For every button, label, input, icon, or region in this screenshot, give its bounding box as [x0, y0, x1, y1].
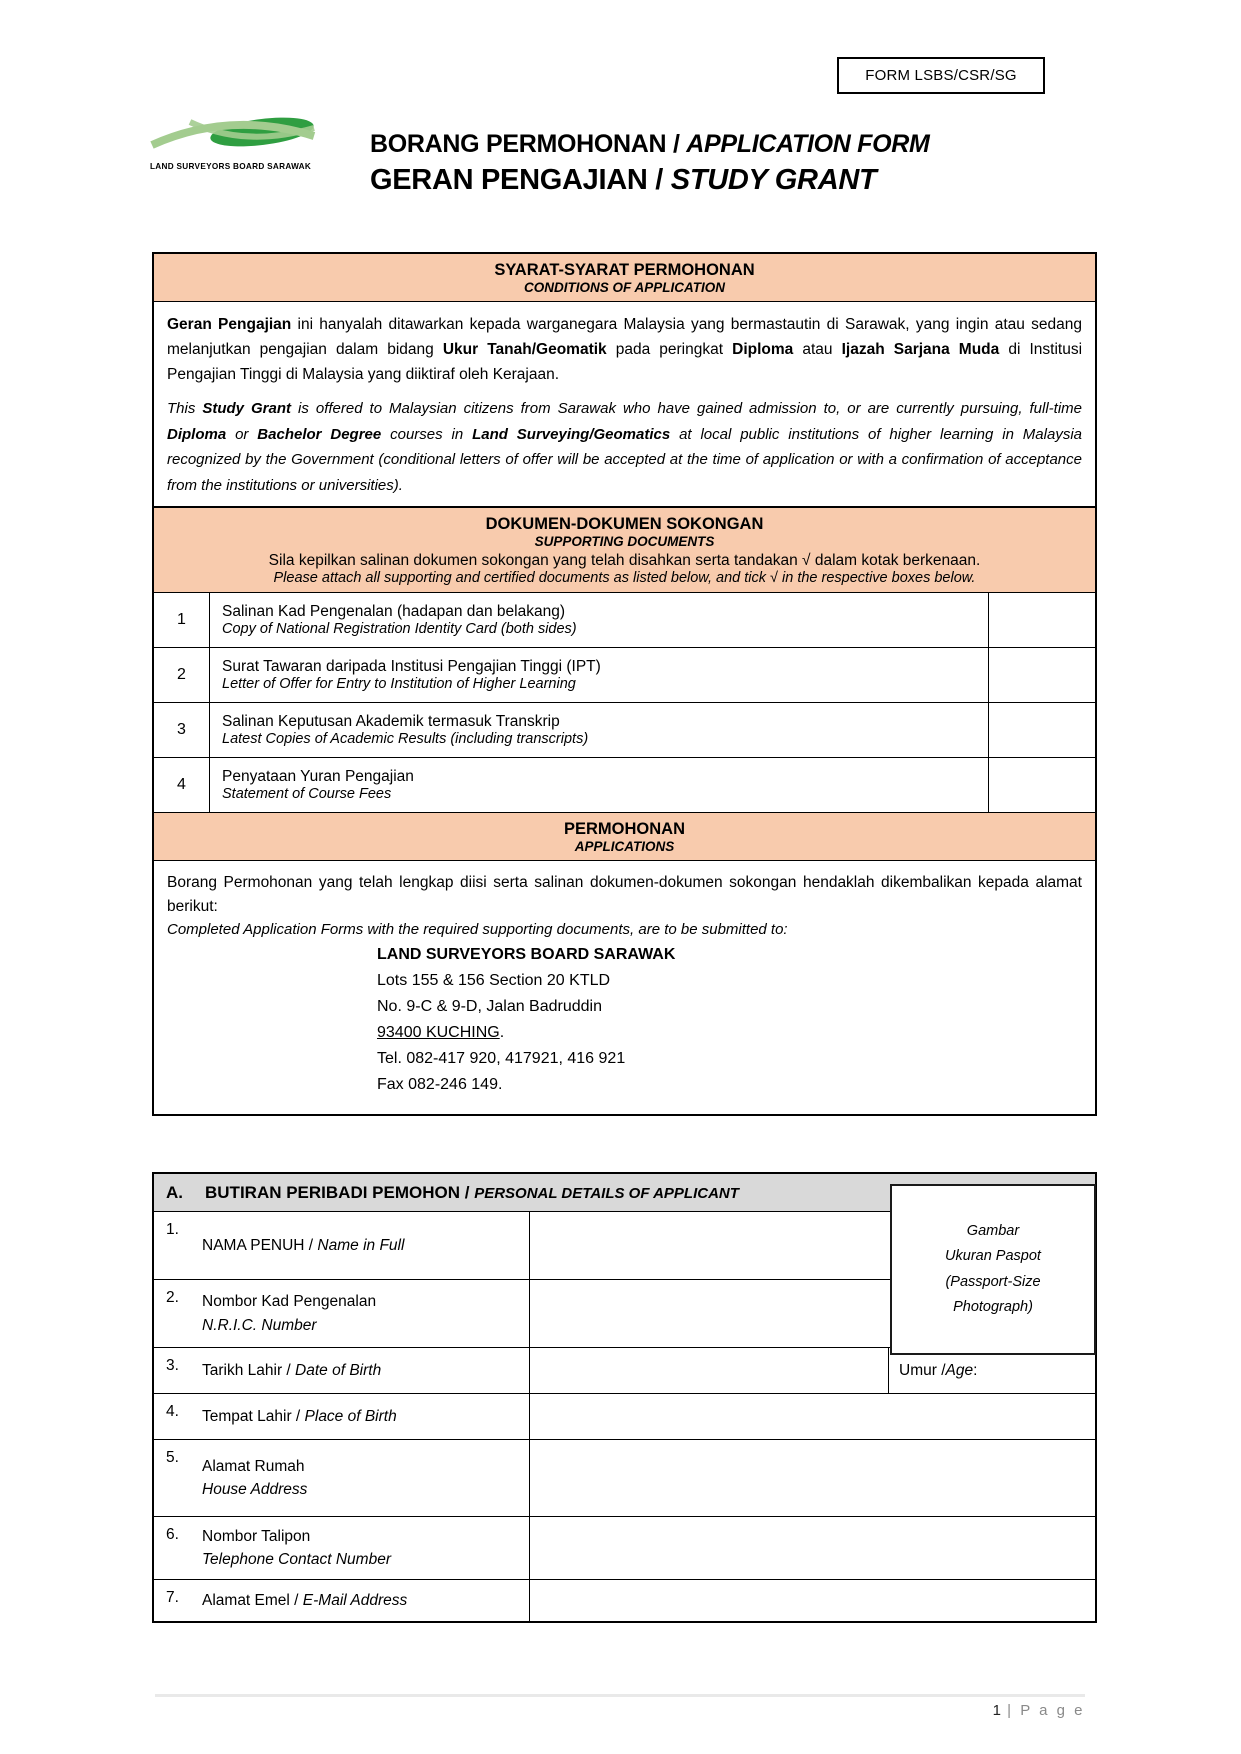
document-row-1-my: Salinan Kad Pengenalan (hadapan dan belakang): [222, 603, 566, 621]
field-input-house-address[interactable]: [530, 1440, 1095, 1516]
field-label-text: Nombor Talipon Telephone Contact Number: [202, 1527, 391, 1568]
field-number: 6.: [166, 1526, 179, 1543]
conditions-header-my: SYARAT-SYARAT PERMOHONAN: [494, 261, 755, 279]
supporting-header-my: DOKUMEN-DOKUMEN SOKONGAN: [485, 515, 764, 534]
field-label-text: NAMA PENUH / Name in Full: [202, 1236, 405, 1254]
photo-box-line-2: Ukuran Paspot: [945, 1248, 1041, 1265]
field-label-text: Tarikh Lahir / Date of Birth: [202, 1361, 382, 1379]
document-row-4-number: 4: [154, 758, 210, 812]
field-row-email: [154, 1580, 1095, 1621]
footer: [155, 1702, 1085, 1719]
title-separator: /: [666, 130, 687, 158]
photo-box-line-3: (Passport-Size: [945, 1273, 1041, 1290]
passport-photo-box: [890, 1184, 1096, 1355]
tick-box-1[interactable]: [988, 593, 1095, 647]
conditions-header-en: CONDITIONS OF APPLICATION: [524, 280, 725, 295]
address-city: [377, 1020, 1082, 1046]
title-line1: [370, 130, 1070, 159]
document-row-4-en: Statement of Course Fees: [222, 786, 392, 803]
applications-header-my: PERMOHONAN: [563, 820, 685, 839]
document-row-2: [154, 648, 1095, 703]
field-input-pob[interactable]: [530, 1394, 1095, 1439]
supporting-note-my: Sila kepilkan salinan dokumen sokongan yang telah disahkan serta tandakan √ dalam kotak berkenaan.: [268, 552, 981, 570]
title-line2-my: GERAN PENGAJIAN: [370, 164, 648, 196]
title-line2-en: STUDY GRANT: [670, 164, 877, 196]
main-info-table: [152, 252, 1097, 1116]
document-row-1: [154, 593, 1095, 648]
applications-body: [154, 861, 1095, 1113]
document-row-4: [154, 758, 1095, 813]
document-row-2-text: [210, 648, 988, 702]
address-name: LAND SURVEYORS BOARD SARAWAK: [377, 946, 676, 964]
document-row-3-text: [210, 703, 988, 757]
section-a-table: [152, 1172, 1097, 1623]
address-line1: Lots 155 & 156 Section 20 KTLD: [377, 972, 611, 990]
title-line2: [370, 164, 1070, 197]
field-label-email: [154, 1580, 530, 1621]
document-row-3-en: Latest Copies of Academic Results (including transcripts): [222, 731, 589, 748]
address-city-suffix: .: [499, 1024, 505, 1042]
submission-address: [377, 942, 1082, 1097]
tick-box-3[interactable]: [988, 703, 1095, 757]
document-row-2-my: Surat Tawaran daripada Institusi Pengajian Tinggi (IPT): [222, 658, 601, 676]
field-label-age[interactable]: Umur / Age :: [888, 1348, 1095, 1393]
logo-caption: LAND SURVEYORS BOARD SARAWAK: [150, 162, 312, 171]
field-input-email[interactable]: [530, 1580, 1095, 1621]
tick-box-2[interactable]: [988, 648, 1095, 702]
conditions-header: [154, 254, 1095, 302]
supporting-note-en: Please attach all supporting and certified documents as listed below, and tick √ in the respective boxes below.: [273, 570, 976, 587]
field-number: 1.: [166, 1221, 179, 1238]
applications-paragraph-en: Completed Application Forms with the required supporting documents, are to be submitted to:: [167, 921, 788, 939]
conditions-paragraph-en: This Study Grant is offered to Malaysian citizens from Sarawak who have gained admission to, or are currently pursuing, full-time Diploma or Bachelor Degree courses in Land Surveying/Geomatics at local public institutions of higher learning in Malaysia recognized by the Government (conditional letters of offer will be accepted at the time of application or with a confirmation of acceptance from the institutions or universities).: [167, 400, 1082, 494]
section-a-separator: /: [460, 1183, 475, 1202]
field-number: 2.: [166, 1289, 179, 1306]
field-input-dob[interactable]: [530, 1348, 888, 1393]
document-row-3-my: Salinan Keputusan Akademik termasuk Transkrip: [222, 713, 560, 731]
section-a-title-en: PERSONAL DETAILS OF APPLICANT: [474, 1185, 739, 1202]
field-number: 7.: [166, 1589, 179, 1606]
applications-header-en: APPLICATIONS: [574, 839, 675, 855]
field-input-telephone[interactable]: [530, 1517, 1095, 1579]
supporting-header-en: SUPPORTING DOCUMENTS: [534, 534, 715, 550]
photo-box-line-4: Photograph): [953, 1298, 1033, 1315]
tick-box-4[interactable]: [988, 758, 1095, 812]
document-row-1-text: [210, 593, 988, 647]
field-label-house-address: [154, 1440, 530, 1516]
section-a-label: A.: [166, 1183, 183, 1202]
field-label-nric: [154, 1280, 530, 1347]
applications-paragraph-my: Borang Permohonan yang telah lengkap diisi serta salinan dokumen-dokumen sokongan hendaklah dikembalikan kepada alamat berikut:: [167, 874, 1082, 916]
document-row-3-number: 3: [154, 703, 210, 757]
field-label-text: Tempat Lahir / Place of Birth: [202, 1407, 397, 1425]
supporting-header: [154, 507, 1095, 593]
field-label-text: Alamat Rumah House Address: [202, 1457, 308, 1498]
field-label-text: Alamat Emel / E-Mail Address: [202, 1591, 408, 1609]
title-separator-2: /: [647, 164, 671, 196]
field-number: 5.: [166, 1449, 179, 1466]
lsbs-logo: [150, 112, 318, 171]
conditions-paragraph-my: Geran Pengajian ini hanyalah ditawarkan kepada warganegara Malaysia yang bermastautin di Sarawak, yang ingin atau sedang melanjutkan pengajian dalam bidang Ukur Tanah/Geomatik pada peringkat Diploma atau Ijazah Sarjana Muda di Institusi Pengajian Tinggi di Malaysia yang diiktiraf oleh Kerajaan.: [167, 316, 1083, 384]
field-label-name: [154, 1212, 530, 1279]
form-code-box: [837, 57, 1045, 94]
field-label-dob: [154, 1348, 530, 1393]
field-label-pob: [154, 1394, 530, 1439]
document-row-4-my: Penyataan Yuran Pengajian: [222, 768, 414, 786]
address-tel: Tel. 082-417 920, 417921, 416 921: [377, 1049, 626, 1067]
footer-page-word: | P a g e: [1007, 1702, 1085, 1719]
field-number: 4.: [166, 1403, 179, 1420]
document-row-1-number: 1: [154, 593, 210, 647]
document-title: [370, 130, 1070, 197]
conditions-body: [154, 302, 1095, 507]
document-row-3: [154, 703, 1095, 758]
field-row-telephone: [154, 1517, 1095, 1580]
document-row-4-text: [210, 758, 988, 812]
address-city-underlined: 93400 KUCHING: [377, 1024, 500, 1042]
document-row-2-number: 2: [154, 648, 210, 702]
title-line1-en: APPLICATION FORM: [686, 130, 930, 158]
form-code-text: FORM LSBS/CSR/SG: [865, 67, 1017, 84]
field-label-text: Nombor Kad Pengenalan N.R.I.C. Number: [202, 1293, 377, 1334]
document-row-2-en: Letter of Offer for Entry to Institution of Higher Learning: [222, 676, 576, 693]
field-row-house-address: [154, 1440, 1095, 1517]
applications-header: [154, 813, 1095, 861]
document-row-1-en: Copy of National Registration Identity Card (both sides): [222, 621, 577, 638]
section-a-title-my: BUTIRAN PERIBADI PEMOHON: [205, 1183, 461, 1202]
photo-box-line-1: Gambar: [966, 1222, 1020, 1239]
field-row-pob: [154, 1394, 1095, 1440]
field-number: 3.: [166, 1357, 179, 1374]
footer-divider: [155, 1694, 1085, 1697]
field-label-telephone: [154, 1517, 530, 1579]
address-line2: No. 9-C & 9-D, Jalan Badruddin: [377, 998, 602, 1016]
title-line1-my: BORANG PERMOHONAN: [370, 130, 667, 158]
footer-page-number: 1: [992, 1702, 1003, 1719]
lsbs-logo-icon: [150, 143, 316, 160]
address-fax: Fax 082-246 149.: [377, 1075, 503, 1093]
